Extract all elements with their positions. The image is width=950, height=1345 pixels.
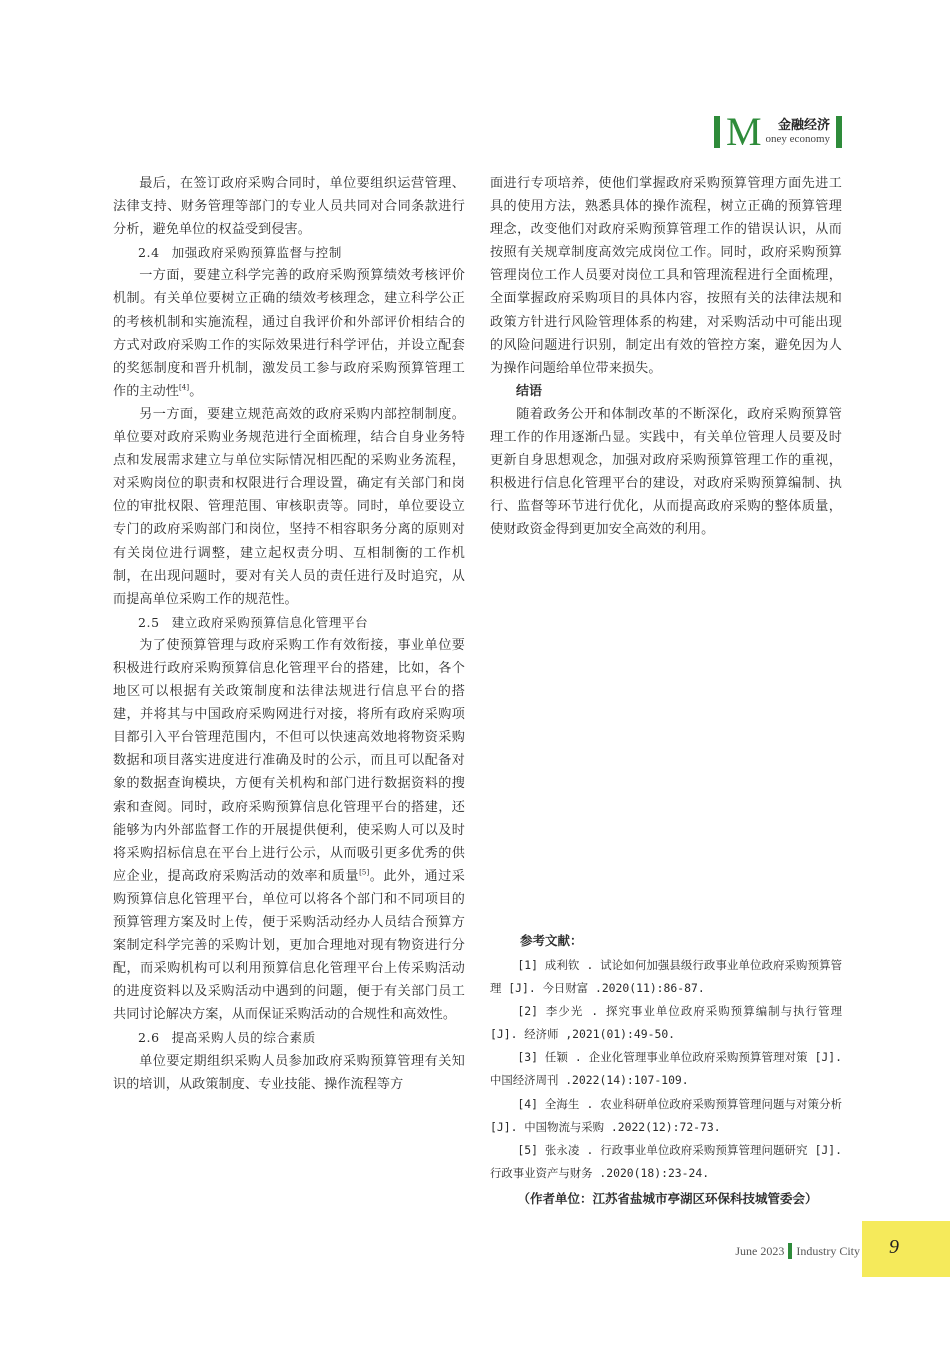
footer-date: June 2023 <box>735 1243 785 1258</box>
footer-divider <box>788 1243 792 1259</box>
paragraph-text: 为了使预算管理与政府采购工作有效衔接，事业单位要积极进行政府采购预算信息化管理平台的搭建，比如，各个地区可以根据有关政策制度和法律法规进行信息平台的搭建，并将其与中国政府采购网进行对接，将所有政府采购项目都引入平台管理范围内，不但可以快速高效地将物资采购数据和项目落实进度进行准确及时的公示，而且可以配备对象的数据查询模块，方便有关机构和部门进行数据资料的搜索和查阅。同时，政府采购预算信息化管理平台的搭建，还能够为内外部监督工作的开展提供便利，使采购人可以及时将采购招标信息在平台上进行公示，从而吸引更多优秀的供应企业，提高政府采购活动的效率和质量 <box>113 637 465 884</box>
paragraph <box>113 264 465 403</box>
section-title: 提高采购人员的综合素质 <box>171 1030 316 1046</box>
header-logo-letter: M <box>725 109 762 154</box>
paragraph-text: 一方面，要建立科学完善的政府采购预算绩效考核评价机制。有关单位要树立正确的绩效考核理念，建立科学公正的考核机制和实施流程，通过自我评价和外部评价相结合的方式对政府采购工作的实际效果进行科学评估，并设立配套的奖惩制度和晋升机制，激发员工参与政府采购预算管理工作的主动性 <box>113 268 465 399</box>
paragraph: 最后，在签订政府采购合同时，单位要组织运营管理、法律支持、财务管理等部门的专业人员共同对合同条款进行分析，避免单位的权益受到侵害。 <box>113 176 465 238</box>
reference-item: [4] 全海生 . 农业科研单位政府采购预算管理问题与对策分析 [J]. 中国物流与采购 .2022(12):72-73. <box>490 1096 842 1134</box>
section-title: 加强政府采购预算监督与控制 <box>171 245 342 261</box>
conclusion-heading: 结语 <box>516 383 543 399</box>
paragraph <box>113 634 465 1027</box>
paragraph: 面进行专项培养，使他们掌握政府采购预算管理方面先进工具的使用方法，熟悉具体的操作流程，树立正确的预算管理理念，改变他们对政府采购预算管理工作的错误认识，从而按照有关规章制度高效完成岗位工作。同时，政府采购预算管理岗位工作人员要对岗位工具和管理流程进行全面梳理，全面掌握政府采购项目的具体内容，按照有关的法律法规和政策方针进行风险管理体系的构建，对采购活动中可能出现的风险问题进行识别，制定出有效的管控方案，避免因为人为操作问题给单位带来损失。 <box>490 176 842 376</box>
page-number-box <box>862 1221 950 1277</box>
paragraph: 另一方面，要建立规范高效的政府采购内部控制制度。单位要对政府采购业务规范进行全面梳理，结合自身业务特点和发展需求建立与单位实际情况相匹配的采购业务流程，对采购岗位的职责和权限进行合理设置，确定有关部门和岗位的审批权限、管理范围、审核职责等。同时，单位要设立专门的政府采购部门和岗位，坚持不相容职务分离的原则对有关岗位进行调整，建立起权责分明、互相制衡的工作机制，在出现问题时，要对有关人员的责任进行及时追究，从而提高单位采购工作的规范性。 <box>113 406 465 607</box>
paragraph-text: 。此外，通过采购预算信息化管理平台，单位可以将各个部门和不同项目的预算管理方案及时上传，便于采购活动经办人员结合预算方案制定科学完善的采购计划，更加合理地对现有物资进行分配，而采购机构可以利用预算信息化管理平台上传采购活动的进度资料以及采购活动中遇到的问题，便于有关部门员工共同讨论解决方案，从而保证采购活动的合规性和高效性。 <box>113 868 465 1023</box>
paragraph: 随着政务公开和体制改革的不断深化，政府采购预算管理工作的作用逐渐凸显。实践中，有关单位管理人员要及时更新自身思想观念，加强对政府采购预算管理工作的重视，积极进行信息化管理平台的建设，对政府采购预算编制、执行、监督等环节进行优化，从而提高政府采购的整体质量，使财政资金得到更加安全高效的利用。 <box>490 406 842 538</box>
section-number: 2.6 <box>138 1030 160 1046</box>
header-titles <box>766 118 830 146</box>
author-unit: （作者单位：江苏省盐城市亭湖区环保科技城管委会） <box>517 1190 818 1206</box>
page-footer <box>735 1243 860 1259</box>
left-column <box>113 172 465 1096</box>
section-heading-2-5 <box>113 611 465 634</box>
references <box>490 930 842 1211</box>
header-bar-right <box>836 116 842 148</box>
section-number: 2.4 <box>138 245 160 261</box>
section-title-cn: 金融经济 <box>777 118 830 133</box>
paragraph-text: 。 <box>189 383 203 399</box>
footer-journal: Industry City <box>796 1243 860 1258</box>
section-title: 建立政府采购预算信息化管理平台 <box>171 614 369 630</box>
reference-item: [5] 张永凌 . 行政事业单位政府采购预算管理问题研究 [J]. 行政事业资产与财务 .2020(18):23-24. <box>490 1142 842 1180</box>
header-bar-left <box>714 116 720 148</box>
paragraph: 单位要定期组织采购人员参加政府采购预算管理有关知识的培训，从政策制度、专业技能、操作流程等方 <box>113 1053 465 1092</box>
page-number: 9 <box>889 1236 899 1258</box>
journal-header <box>714 109 842 154</box>
section-heading-2-6 <box>113 1026 465 1049</box>
references-title: 参考文献： <box>520 933 583 948</box>
section-number: 2.5 <box>138 614 160 630</box>
citation: [4] <box>178 383 190 392</box>
reference-item: [2] 李少光 . 探究事业单位政府采购预算编制与执行管理 [J]. 经济师 ,2021(01):49-50. <box>490 1004 842 1042</box>
section-title-en: oney economy <box>765 133 830 145</box>
right-column <box>490 172 842 542</box>
section-heading-2-4 <box>113 241 465 264</box>
reference-item: [3] 任颖 . 企业化管理事业单位政府采购预算管理对策 [J]. 中国经济周刊 .2022(14):107-109. <box>490 1050 842 1088</box>
citation: [5] <box>359 868 370 877</box>
reference-item: [1] 成利钦 . 试论如何加强县级行政事业单位政府采购预算管理 [J]. 今日财富 .2020(11):86-87. <box>490 958 842 996</box>
